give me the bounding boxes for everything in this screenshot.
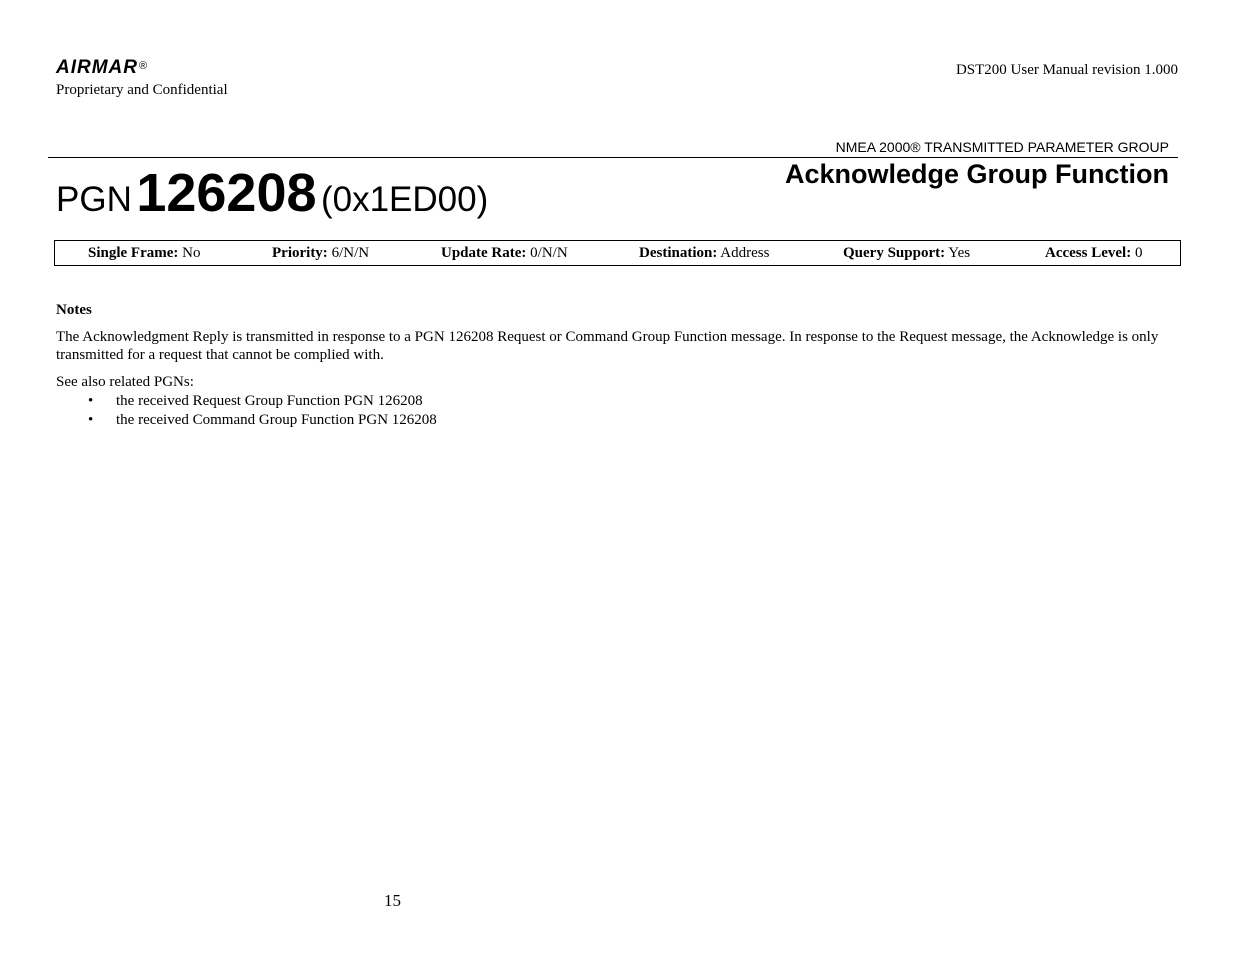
attr-single-frame <box>88 244 201 262</box>
see-also-label: See also related PGNs: <box>56 374 194 390</box>
pgn-attributes-box <box>54 240 1181 266</box>
pgn-number: 126208 <box>136 163 317 223</box>
list-item <box>56 411 437 430</box>
attr-update-rate <box>441 244 568 262</box>
attr-value: 0/N/N <box>530 245 568 261</box>
pgn-prefix: PGN <box>56 180 132 219</box>
related-pgn-text: the received Request Group Function PGN 126208 <box>116 393 423 409</box>
logo-text: AIRMAR <box>56 57 138 78</box>
attr-priority <box>272 244 369 262</box>
attr-value: 0 <box>1134 245 1143 261</box>
attr-label: Destination: <box>639 245 718 261</box>
attr-label: Priority: <box>272 245 328 261</box>
notes-heading: Notes <box>56 302 92 318</box>
attr-label: Update Rate: <box>441 245 527 261</box>
pgn-hex: (0x1ED00) <box>320 180 489 219</box>
related-pgn-list <box>56 392 437 430</box>
attr-label: Single Frame: <box>88 245 179 261</box>
bullet-icon: • <box>88 393 94 409</box>
attr-label: Access Level: <box>1045 245 1132 261</box>
page-number: 15 <box>384 891 401 910</box>
attr-access-level <box>1045 244 1142 262</box>
attr-value: No <box>182 245 201 261</box>
attr-label: Query Support: <box>843 245 946 261</box>
attr-value: Yes <box>948 245 971 261</box>
manual-revision: DST200 User Manual revision 1.000 <box>955 62 1178 78</box>
pgn-title <box>56 158 488 242</box>
bullet-icon: • <box>88 412 94 428</box>
registered-mark: ® <box>139 60 148 72</box>
parameter-group-label: NMEA 2000® TRANSMITTED PARAMETER GROUP <box>835 139 1169 155</box>
confidential-notice: Proprietary and Confidential <box>56 82 228 98</box>
attr-query-support <box>843 244 970 262</box>
attr-value: 6/N/N <box>331 245 370 261</box>
related-pgn-text: the received Command Group Function PGN 126208 <box>116 412 437 428</box>
notes-body: The Acknowledgment Reply is transmitted in response to a PGN 126208 Request or Command Group Function message. In response to the Request message, the Acknowledge is only transmitted for a request that cannot be complied with. <box>56 329 1159 363</box>
function-name: Acknowledge Group Function <box>785 159 1169 189</box>
attr-value: Address <box>720 245 770 261</box>
list-item <box>56 392 437 411</box>
airmar-logo <box>56 57 147 79</box>
attr-destination <box>639 244 769 262</box>
